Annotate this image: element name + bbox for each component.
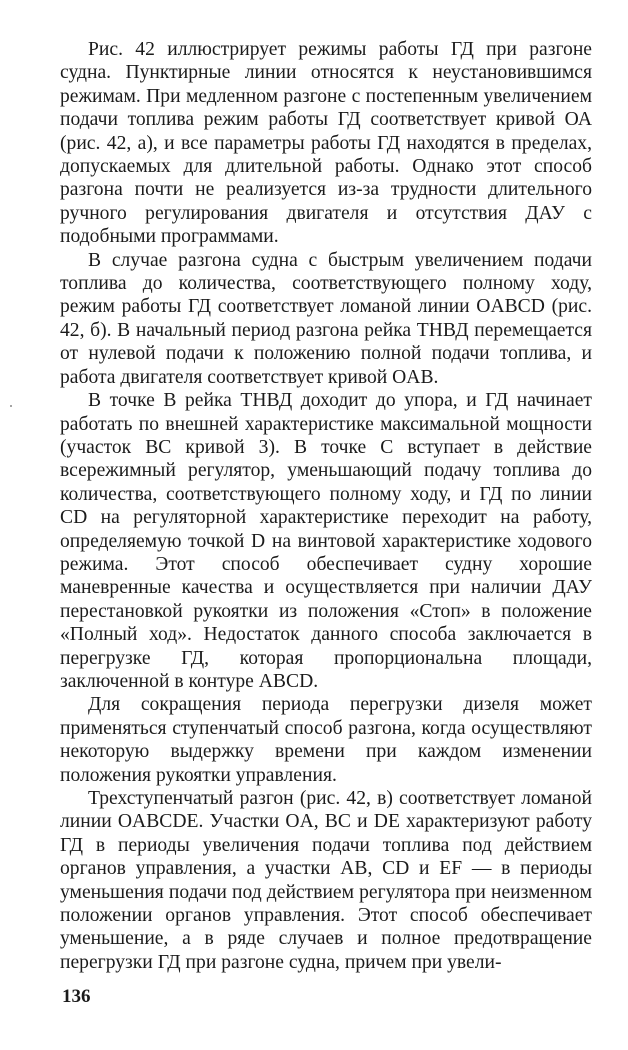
page-number: 136 (62, 986, 91, 1007)
paragraph: В точке B рейка ТНВД доходит до упора, и ГД начинает работать по внешней характеристике максимальной мощности (участок BC кривой 3). В точке C вступает в действие всережимный регулятор, уменьшающий подачу топлива до количества, соответствующего полному ходу, и ГД по линии CD на регуляторной характеристике переходит на работу, определяемую точкой D на винтовой характеристике ходового режима. Этот способ обеспечивает судну хорошие маневренные качества и осуществляется при наличии ДАУ перестановкой рукоятки из положения «Стоп» в положение «Полный ход». Недостаток данного способа заключается в перегрузке ГД, которая пропорциональна площади, заключенной в контуре ABCD. (60, 390, 592, 692)
margin-mark (10, 405, 12, 407)
paragraph: Трехступенчатый разгон (рис. 42, в) соответствует ломаной линии OABCDE. Участки OA, BC и DE характеризуют работу ГД в периоды увеличения подачи топлива под действием органов управления, а участки AB, CD и EF — в периоды уменьшения подачи под действием регулятора при неизменном положении органов управления. Этот способ обеспечивает уменьшение, а в ряде случаев и полное предотвращение перегрузки ГД при разгоне судна, причем при увели- (60, 788, 592, 973)
page-body (60, 38, 592, 974)
paragraph: Рис. 42 иллюстрирует режимы работы ГД при разгоне судна. Пунктирные линии относятся к неустановившимся режимам. При медленном разгоне с постепенным увеличением подачи топлива режим работы ГД соответствует кривой ОА (рис. 42, а), и все параметры работы ГД находятся в пределах, допускаемых для длительной работы. Однако этот способ разгона почти не реализуется из-за трудности длительного ручного регулирования двигателя и отсутствия ДАУ с подобными программами. (60, 39, 592, 248)
paragraph: В случае разгона судна с быстрым увеличением подачи топлива до количества, соответствующего полному ходу, режим работы ГД соответствует ломаной линии OABCD (рис. 42, б). В начальный период разгона рейка ТНВД перемещается от нулевой подачи к положению полной подачи топлива, и работа двигателя соответствует кривой OAB. (60, 249, 592, 388)
paragraph: Для сокращения периода перегрузки дизеля может применяться ступенчатый способ разгона, когда осуществляют некоторую выдержку времени при каждом изменении положения рукоятки управления. (60, 694, 592, 786)
